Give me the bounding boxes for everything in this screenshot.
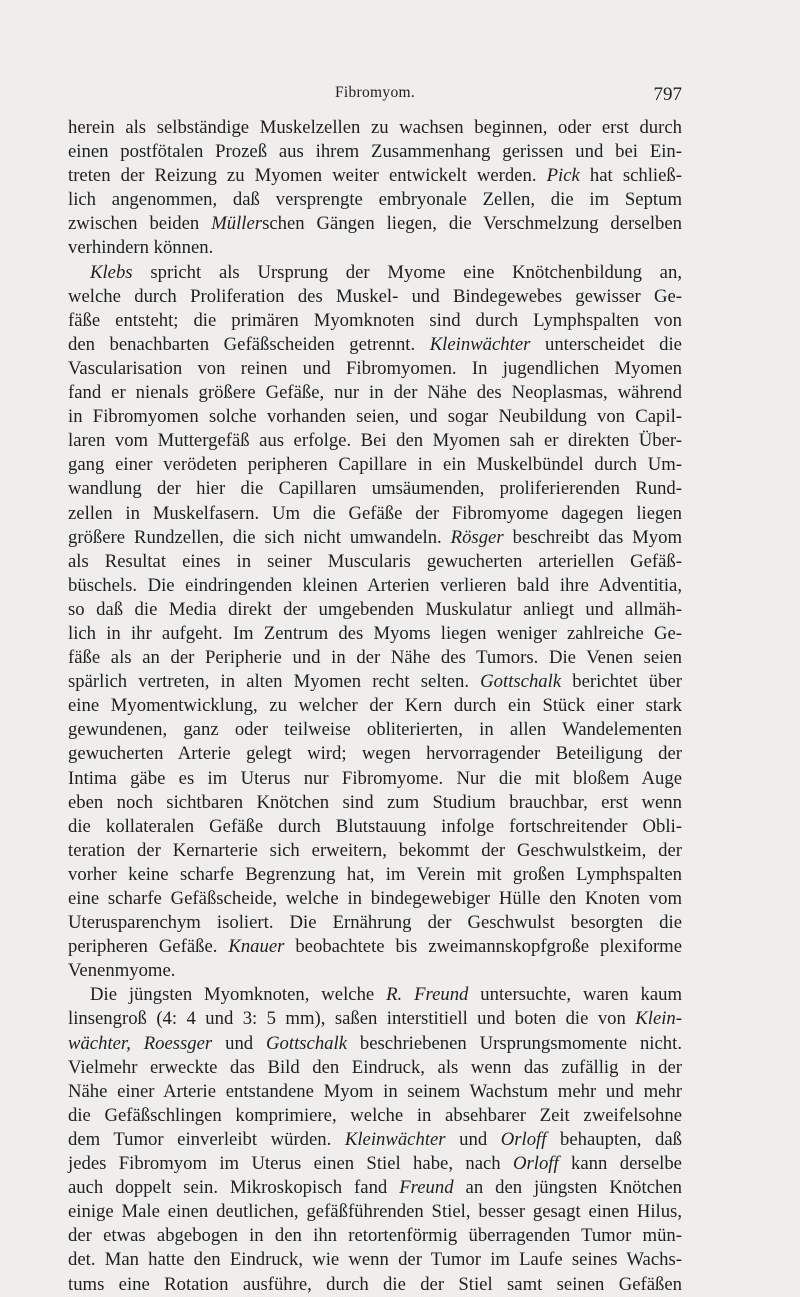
author-name: R. Freund [386, 984, 469, 1006]
author-name: Orloff [500, 1128, 547, 1150]
text-line [68, 116, 682, 140]
author-name: Klein- [635, 1008, 682, 1030]
text-segment: zellen in Muskelfasern. Um die Gefäße der Fibromyome dagegen liegen [68, 502, 682, 524]
text-line [68, 1056, 682, 1080]
text-segment: treten der Reizung zu Myomen weiter entwickelt werden. [68, 165, 547, 187]
text-segment: der etwas abgebogen in den ihn retortenförmig überragenden Tumor mün- [68, 1225, 682, 1247]
author-name: Klebs [90, 261, 133, 283]
text-segment: die Gefäßschlingen komprimiere, welche in absehbarer Zeit zweifelsohne [68, 1104, 682, 1126]
text-segment: eben noch sichtbaren Knötchen sind zum Studium brauchbar, erst wenn [68, 791, 682, 813]
text-line [68, 309, 682, 333]
text-line [68, 1224, 682, 1248]
text-line [68, 453, 682, 477]
text-line [68, 959, 682, 983]
text-segment: gewundenen, ganz oder teilweise obliterierten, in allen Wandelementen [68, 719, 682, 741]
text-segment: laren vom Muttergefäß aus erfolge. Bei den Myomen sah er direkten Über- [68, 430, 682, 452]
text-line [68, 574, 682, 598]
text-line [68, 236, 682, 260]
text-segment: eine Myomentwicklung, zu welcher der Kern durch ein Stück einer stark [68, 695, 682, 717]
text-segment: verhindern können. [68, 237, 214, 259]
text-segment: in Fibromyomen solche vorhanden seien, und sogar Neubildung von Capil- [68, 406, 682, 428]
text-segment: Uterusparenchym isoliert. Die Ernährung der Geschwulst besorgten die [68, 912, 682, 934]
text-line [68, 1200, 682, 1224]
text-segment: det. Man hatte den Eindruck, wie wenn der Tumor im Laufe seines Wachs- [68, 1249, 682, 1271]
text-segment: spricht als Ursprung der Myome eine Knötchenbildung an, [132, 261, 682, 283]
text-segment: unterscheidet die [530, 333, 682, 355]
text-line [68, 935, 682, 959]
text-segment: gewucherten Arterie gelegt wird; wegen hervorragender Beteiligung der [68, 743, 682, 765]
text-line [68, 381, 682, 405]
author-name: Kleinwächter [344, 1128, 446, 1150]
text-segment: fäße entsteht; die primären Myomknoten sind durch Lymphspalten von [68, 309, 682, 331]
text-line [68, 1080, 682, 1104]
text-segment: den benachbarten Gefäßscheiden getrennt. [68, 333, 430, 355]
text-line [68, 405, 682, 429]
text-line [68, 983, 682, 1007]
text-segment: lich angenommen, daß versprengte embryonale Zellen, die im Septum [68, 189, 682, 211]
text-segment: berichtet über [561, 671, 683, 693]
text-line [68, 550, 682, 574]
text-segment: schen Gängen liegen, die Verschmelzung derselben [262, 213, 682, 235]
text-segment: spärlich vertreten, in alten Myomen recht selten. [68, 671, 481, 693]
text-segment: büschels. Die eindringenden kleinen Arterien verlieren bald ihre Adventitia, [68, 574, 682, 596]
text-line [68, 285, 682, 309]
body-text [68, 116, 682, 1297]
author-name: Rösger [450, 526, 504, 548]
text-segment: Intima gäbe es im Uterus nur Fibromyome. Nur die mit bloßem Auge [68, 767, 682, 789]
text-segment: eine scharfe Gefäßscheide, welche in bindegewebiger Hülle den Knoten vom [68, 888, 682, 909]
author-name: Gottschalk [480, 671, 562, 693]
text-segment: linsengroß (4: 4 und 3: 5 mm), saßen interstitiell und boten die von [68, 1008, 636, 1030]
text-line [68, 140, 682, 164]
text-line [68, 911, 682, 935]
text-line [68, 333, 682, 357]
text-line [68, 477, 682, 501]
text-segment: jedes Fibromyom im Uterus einen Stiel habe, nach [68, 1153, 513, 1175]
text-segment: fand er nienals größere Gefäße, nur in der Nähe des Neoplasmas, während [68, 382, 682, 404]
text-line [68, 526, 682, 550]
text-segment: Nähe einer Arterie entstandene Myom in seinem Wachstum mehr und mehr [68, 1080, 682, 1102]
text-segment: auch doppelt sein. Mikroskopisch fand [68, 1177, 400, 1199]
text-line [68, 1007, 682, 1031]
text-line [68, 1104, 682, 1128]
text-segment: die kollateralen Gefäße durch Blutstauung infolge fortschreitender Obli- [68, 815, 682, 837]
text-segment: hat schließ- [579, 165, 682, 187]
text-line [68, 1176, 682, 1200]
author-name: Pick [546, 165, 580, 187]
text-segment: fäße als an der Peripherie und in der Nähe des Tumors. Die Venen seien [68, 647, 682, 669]
text-segment: tums eine Rotation ausführe, durch die der Stiel samt seinen Gefäßen [68, 1273, 682, 1295]
text-line [68, 670, 682, 694]
author-name: Müller [211, 213, 263, 235]
text-line [68, 718, 682, 742]
text-line [68, 429, 682, 453]
text-line [68, 188, 682, 212]
text-line [68, 646, 682, 670]
text-segment: einen postfötalen Prozeß aus ihrem Zusammenhang gerissen und bei Ein- [68, 141, 682, 163]
text-segment: kann derselbe [558, 1153, 682, 1175]
text-segment: dem Tumor einverleibt würden. [68, 1128, 345, 1150]
text-line [68, 839, 682, 863]
text-segment: und [445, 1128, 501, 1150]
text-segment: lich in ihr aufgeht. Im Zentrum des Myoms liegen weniger zahlreiche Ge- [68, 622, 682, 644]
text-segment: Vascularisation von reinen und Fibromyomen. In jugendlichen Myomen [68, 357, 682, 379]
page-header [68, 84, 682, 110]
text-segment: beobachtete bis zweimannskopfgroße plexiforme [284, 936, 682, 958]
text-line [68, 815, 682, 839]
text-line [68, 1152, 682, 1176]
text-segment: untersuchte, waren kaum [468, 984, 682, 1006]
text-segment: einige Male einen deutlichen, gefäßführenden Stiel, besser gesagt einen Hilus, [68, 1201, 682, 1223]
text-segment: peripheren Gefäße. [68, 936, 229, 958]
text-segment: so daß die Media direkt der umgebenden Muskulatur anliegt und allmäh- [68, 598, 682, 620]
page-number: 797 [653, 84, 682, 105]
text-line [68, 502, 682, 526]
text-line [68, 212, 682, 236]
text-segment: teration der Kernarterie sich erweitern, bekommt der Geschwulstkeim, der [68, 839, 682, 861]
text-segment: an den jüngsten Knötchen [453, 1177, 682, 1199]
text-segment: zwischen beiden [68, 213, 212, 235]
text-line [68, 261, 682, 285]
text-segment: behaupten, daß [546, 1128, 682, 1150]
author-name: Knauer [228, 936, 285, 958]
text-segment: beschreibt das Myom [503, 526, 682, 548]
text-line [68, 887, 682, 911]
text-segment: wandlung der hier die Capillaren umsäumenden, proliferierenden Rund- [68, 478, 682, 500]
text-segment: und [212, 1032, 267, 1054]
author-name: wächter, Roessger [68, 1032, 213, 1054]
text-segment: welche durch Proliferation des Muskel- und Bindegewebes gewisser Ge- [68, 285, 682, 307]
text-line [68, 767, 682, 791]
running-title: Fibromyom. [334, 84, 416, 101]
text-line [68, 1273, 682, 1297]
author-name: Gottschalk [266, 1032, 347, 1054]
text-segment: gang einer verödeten peripheren Capillare in ein Muskelbündel durch Um- [68, 454, 682, 476]
text-line [68, 694, 682, 718]
text-line [68, 357, 682, 381]
text-line [68, 164, 682, 188]
text-segment: größere Rundzellen, die sich nicht umwandeln. [68, 526, 451, 548]
author-name: Kleinwächter [429, 333, 531, 355]
text-segment: vorher keine scharfe Begrenzung hat, im Verein mit großen Lymphspalten [68, 863, 682, 885]
author-name: Freund [399, 1177, 454, 1199]
text-segment: Venenmyome. [68, 960, 176, 982]
text-segment: als Resultat eines in seiner Muscularis gewucherten arteriellen Gefäß- [68, 550, 682, 572]
text-line [68, 622, 682, 646]
text-line [68, 1032, 682, 1056]
text-line [68, 598, 682, 622]
text-segment: Die jüngsten Myomknoten, welche [90, 984, 387, 1006]
text-segment: herein als selbständige Muskelzellen zu wachsen beginnen, oder erst durch [68, 117, 682, 138]
text-line [68, 742, 682, 766]
text-line [68, 1248, 682, 1272]
text-line [68, 791, 682, 815]
text-line [68, 863, 682, 887]
text-segment: Vielmehr erweckte das Bild den Eindruck, als wenn das zufällig in der [68, 1056, 682, 1078]
author-name: Orloff [512, 1153, 559, 1175]
text-segment: beschriebenen Ursprungsmomente nicht. [347, 1032, 682, 1054]
text-line [68, 1128, 682, 1152]
